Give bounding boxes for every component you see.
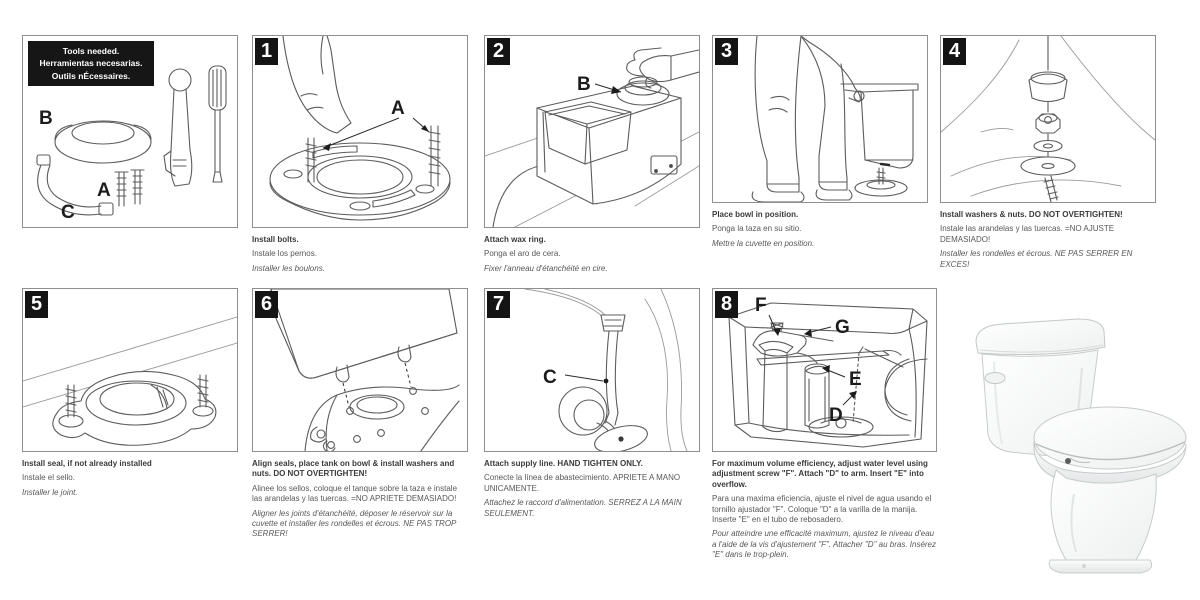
step-8-label-g: G [835,317,850,338]
step-5-caption-en: Install seal, if not already installed [22,459,152,468]
exploded-hardware [1021,36,1075,202]
step-3-caption-fr: Mettre la cuvette en position. [712,238,815,248]
step-4-illustration [941,36,1155,202]
tools-header-line3: Outils nÉcessaires. [51,70,131,81]
step-3-figure [712,35,928,203]
step-8-panel [712,288,937,565]
flush-handle [985,373,1005,384]
step-4-figure [940,35,1156,203]
step-7-caption [484,459,700,519]
tools-label-c: C [61,202,75,223]
step-1-caption [252,235,468,274]
step-6-figure [252,288,468,452]
step-4-caption [940,210,1156,270]
step-7-panel [484,288,700,523]
supply-connection-nut [601,315,625,331]
step-2-label-b: B [577,74,591,95]
step-1-number: 1 [255,38,278,65]
bolts [115,170,144,206]
step-8-number: 8 [715,291,738,318]
supply-inlet [1065,458,1071,464]
toilet-product-photo [950,298,1200,583]
step-2-caption-es: Ponga el aro de cera. [484,249,561,259]
step-8-caption [712,459,937,561]
wax-ring [55,121,151,163]
tank-bottom [271,289,457,378]
shutoff-valve [559,387,650,451]
step-1-caption-es: Instale los pernos. [252,249,317,259]
tools-figure [22,35,238,228]
step-3-panel [712,35,928,253]
step-1-caption-fr: Installer les boulons. [252,263,325,273]
flange-with-bolt [855,168,907,196]
step-8-illustration [713,289,936,451]
pressing-hand [627,48,699,88]
step-3-illustration [713,36,927,202]
step-1-figure [252,35,468,228]
step-6-illustration [253,289,467,451]
step-5-caption-fr: Installer le joint. [22,487,78,497]
step-7-label-c: C [543,367,557,388]
step-1-caption-en: Install bolts. [252,235,299,244]
step-8-caption-fr: Pour atteindre une efficacité maximum, ajustez le niveau d'eau a l'aide de la vis d'ajustement "F". Attacher "D" au bras. Insérez "E" dans le trop-plein. [712,529,936,560]
tank-to-bowl-seal [53,371,216,445]
step-2-figure [484,35,700,228]
label-c-leader [565,375,608,383]
person [752,36,864,202]
float-arm [757,351,901,366]
tools-label-a: A [97,180,111,201]
step-2-caption-fr: Fixer l'anneau d'étanchéité en cire. [484,263,608,273]
step-1-label-a: A [391,98,405,119]
step-6-number: 6 [255,291,278,318]
bowl [841,84,918,168]
bowl-deck [305,385,459,451]
step-8-label-f: F [755,295,767,316]
step-5-panel [22,288,238,502]
step-2-number: 2 [487,38,510,65]
step-2-panel [484,35,700,278]
step-8-caption-en: For maximum volume efficiency, adjust water level using adjustment screw "F". Attach "D" to arm. Insert "E" into overflow. [712,459,928,489]
step-7-number: 7 [487,291,510,318]
step-7-caption-en: Attach supply line. HAND TIGHTEN ONLY. [484,459,643,468]
tools-header-line1: Tools needed. [62,46,120,56]
step-8-figure [712,288,937,452]
step-4-caption-en: Install washers & nuts. DO NOT OVERTIGHTEN! [940,210,1123,219]
wrench-icon [164,69,192,186]
closet-bolts [306,126,440,186]
step-6-caption-en: Align seals, place tank on bowl & install washers and nuts. DO NOT OVERTIGHTEN! [252,459,455,479]
step-6-caption-fr: Aligner les joints d'étanchéité, déposer le réservoir sur la cuvette et installer les rondelles et écrous. NE PAS TROP SERRER! [252,508,457,539]
step-6-panel [252,288,468,544]
step-4-caption-fr: Installer les rondelles et écrous. NE PAS SERRER EN EXCES! [940,249,1133,269]
tools-header-line2: Herramientas necesarias. [39,58,143,69]
step-5-number: 5 [25,291,48,318]
step-3-caption [712,210,928,249]
tools-panel [22,35,238,228]
step-5-illustration [23,289,237,451]
screwdriver-icon [209,66,226,182]
step-2-caption [484,235,700,274]
step-2-illustration [485,36,699,227]
hand [283,36,351,133]
step-2-caption-en: Attach wax ring. [484,235,546,244]
tank-lid [976,319,1105,355]
alignment-dashes [343,363,411,407]
step-7-illustration [485,289,699,451]
floor-flange [270,143,450,220]
tools-label-b: B [39,108,53,129]
step-6-caption-es: Alinee los sellos, coloque el tanque sobre la taza e instale las arandelas y las tuercas. =NO APRIETE DEMASIADO! [252,483,458,504]
step-8-label-e: E [849,369,862,390]
step-4-panel [940,35,1156,274]
step-7-caption-fr: Attachez le raccord d'alimentation. SERREZ A LA MAIN SEULEMENT. [484,498,682,518]
tools-header [28,41,154,86]
step-5-figure [22,288,238,452]
step-6-caption [252,459,468,540]
step-8-label-d: D [829,405,843,426]
step-4-caption-es: Instale las arandelas y las tuercas. =NO AJUSTE DEMASIADO! [940,224,1115,244]
step-7-figure [484,288,700,452]
pedestal-base [1049,470,1156,573]
toilet-illustration [950,298,1200,583]
step-5-caption [22,459,238,498]
step-8-caption-es: Para una maxima eficiencia, ajuste el nivel de agua usando el tornillo ajustador "F". Coloque "D" a la varilla de la manija. Inserte "E" en el tubo de rebosadero. [712,494,932,524]
step-4-number: 4 [943,38,966,65]
step-1-illustration [253,36,467,227]
step-1-panel [252,35,468,278]
step-3-caption-es: Ponga la taza en su sitio. [712,224,802,234]
step-7-caption-es: Conecte la línea de abastecimiento. APRIETE A MANO UNICAMENTE. [484,473,681,493]
step-3-number: 3 [715,38,738,65]
seat-lid [1034,407,1186,469]
step-5-caption-es: Instale el sello. [22,473,75,483]
step-3-caption-en: Place bowl in position. [712,210,799,219]
inverted-bowl-body [537,86,681,204]
label-a-leaders [323,118,429,151]
